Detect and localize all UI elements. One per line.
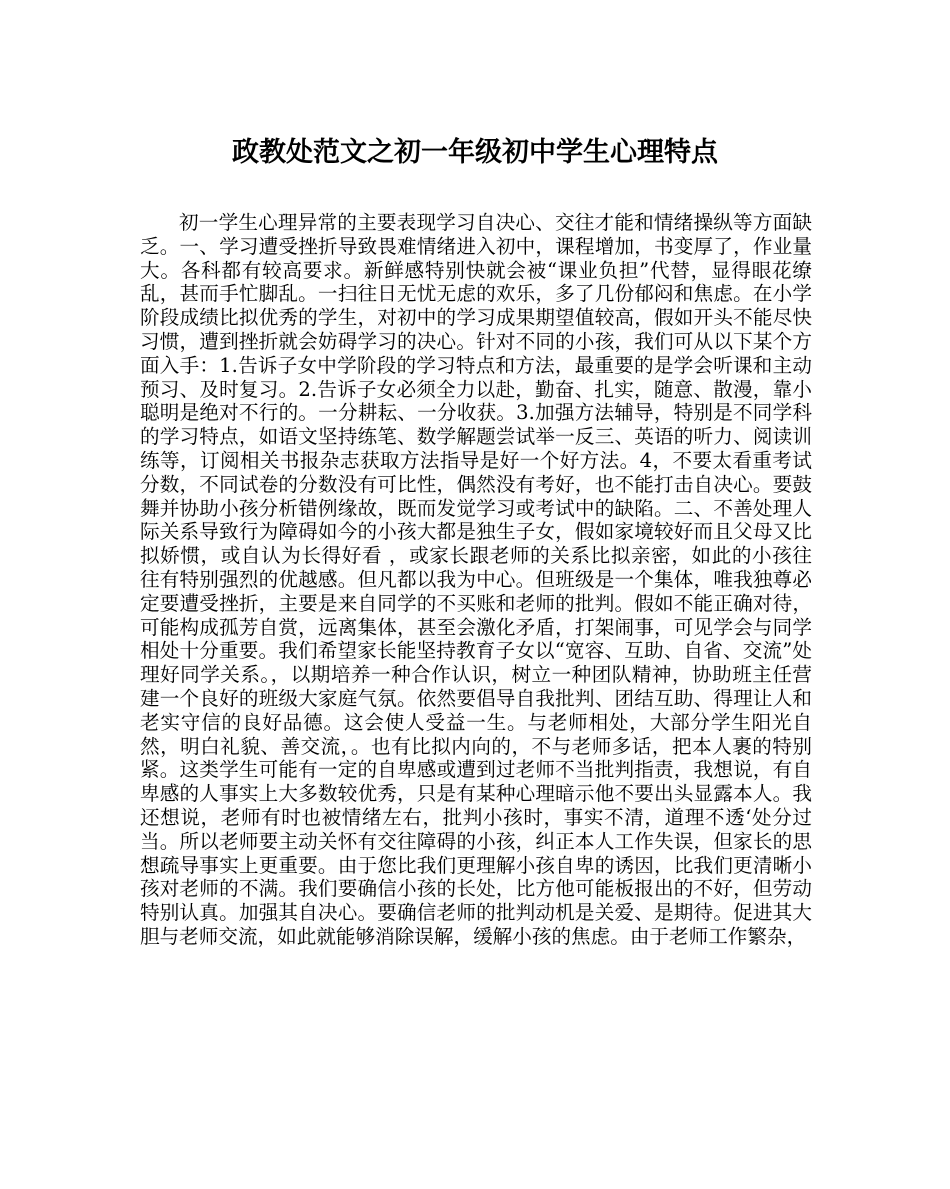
document-body-paragraph: 初一学生心理异常的主要表现学习自决心、交往才能和情绪操纵等方面缺乏。一、学习遭受挫折导致畏难情绪进入初中，课程增加，书变厚了，作业量大。各科都有较高要求。新鲜感特别快就会被“课业负担”代替，显得眼花缭乱，甚而手忙脚乱。一扫往日无忧无虑的欢乐，多了几份郁闷和焦虑。在小学阶段成绩比拟优秀的学生，对初中的学习成果期望值较高，假如开头不能尽快习惯，遭到挫折就会妨碍学习的决心。针对不同的小孩，我们可从以下某个方面入手：1.告诉子女中学阶段的学习特点和方法，最重要的是学会听课和主动预习、及时复习。2.告诉子女必须全力以赴，勤奋、扎实，随意、散漫，靠小聪明是绝对不行的。一分耕耘、一分收获。3.加强方法辅导，特别是不同学科的学习特点，如语文坚持练笔、数学解题尝试举一反三、英语的听力、阅读训练等，订阅相关书报杂志获取方法指导是好一个好方法。4，不要太看重考试分数，不同试卷的分数没有可比性，偶然没有考好，也不能打击自决心。要鼓舞并协助小孩分析错例缘故，既而发觉学习或考试中的缺陷。二、不善处理人际关系导致行为障碍如今的小孩大都是独生子女，假如家境较好而且父母又比拟娇惯，或自认为长得好看 ，或家长跟老师的关系比拟亲密，如此的小孩往往有特别强烈的优越感。但凡都以我为中心。但班级是一个集体，唯我独尊必定要遭受挫折，主要是来自同学的不买账和老师的批判。假如不能正确对待，可能构成孤芳自赏，远离集体，甚至会激化矛盾，打架闹事，可见学会与同学相处十分重要。我们希望家长能坚持教育子女以“宽容、互助、自省、交流”处理好同学关系。，以期培养一种合作认识，树立一种团队精神，协助班主任营建一个良好的班级大家庭气氛。依然要倡导自我批判、团结互助、得理让人和老实守信的良好品德。这会使人受益一生。与老师相处，大部分学生阳光自然，明白礼貌、善交流，。也有比拟内向的，不与老师多话，把本人裹的特别紧。这类学生可能有一定的自卑感或遭到过老师不当批判指责，我想说，有自卑感的人事实上大多数较优秀，只是有某种心理暗示他不要出头显露本人。我还想说，老师有时也被情绪左右，批判小孩时，事实不清，道理不透‘处分过当。所以老师要主动关怀有交往障碍的小孩，纠正本人工作失误，但家长的思想疏导事实上更重要。由于您比我们更理解小孩自卑的诱因，比我们更清晰小孩对老师的不满。我们要确信小孩的长处，比方他可能板报出的不好，但劳动特别认真。加强其自决心。要确信老师的批判动机是关爱、是期待。促进其大胆与老师交流，如此就能够消除误解，缓解小孩的焦虑。由于老师工作繁杂，	[140, 211, 812, 948]
document-title: 政教处范文之初一年级初中学生心理特点	[232, 137, 718, 168]
